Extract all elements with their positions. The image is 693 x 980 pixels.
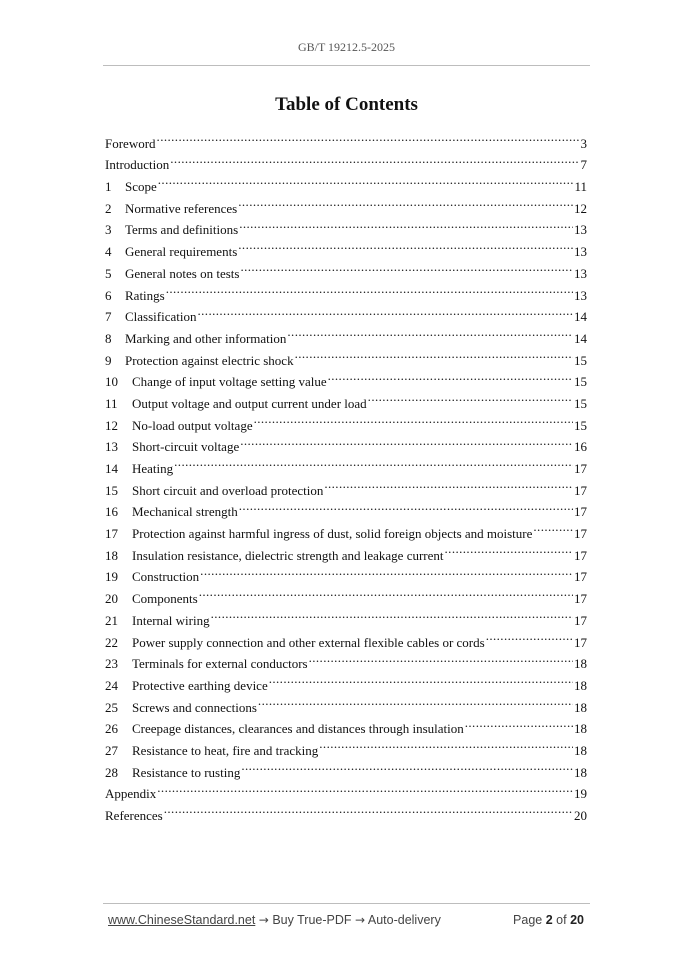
toc-entry-page: 17: [574, 482, 587, 498]
site-link[interactable]: www.ChineseStandard.net: [108, 913, 256, 927]
toc-dot-leader: [199, 560, 573, 582]
toc-entry-label: Mechanical strength: [132, 504, 238, 520]
toc-entry-page: 13: [574, 222, 587, 238]
toc-entry-page: 7: [580, 157, 587, 173]
toc-entry-label: Terminals for external conductors: [132, 656, 308, 672]
toc-dot-leader: [156, 777, 573, 799]
toc-dot-leader: [163, 798, 573, 820]
toc-entry-number: 4: [105, 244, 112, 260]
toc-entry-page: 18: [574, 656, 587, 672]
arrow-right-icon: →: [355, 913, 366, 927]
toc-dot-leader: [367, 386, 573, 408]
toc-entry-number: 8: [105, 330, 112, 346]
toc-entry-number: 9: [105, 352, 112, 368]
toc-entry[interactable]: [105, 300, 587, 325]
toc-entry-label: Protective earthing device: [132, 677, 268, 693]
toc-title: Table of Contents: [275, 94, 418, 115]
toc-entry-number: 23: [105, 656, 118, 672]
toc-entry-number: 22: [105, 634, 118, 650]
toc-entry-label: Ratings: [125, 287, 165, 303]
toc-dot-leader: [173, 451, 573, 473]
toc-entry-number: 1: [105, 179, 112, 195]
toc-dot-leader: [238, 213, 573, 235]
toc-entry-page: 12: [574, 200, 587, 216]
toc-entry-label: Protection against harmful ingress of dust, solid foreign objects and moisture: [132, 526, 533, 542]
toc-dot-leader: [169, 148, 579, 170]
toc-entry-page: 15: [574, 417, 587, 433]
page-indicator: [513, 913, 584, 927]
toc-entry-label: Internal wiring: [132, 612, 210, 628]
toc-dot-leader: [294, 343, 573, 365]
toc-entry-number: 2: [105, 200, 112, 216]
toc-dot-leader: [197, 300, 574, 322]
toc-entry-page: 18: [574, 721, 587, 737]
toc-entry-page: 17: [574, 591, 587, 607]
toc-entry-page: 14: [574, 330, 587, 346]
toc-dot-leader: [268, 668, 573, 690]
toc-entry-number: 28: [105, 764, 118, 780]
toc-entry-label: Resistance to rusting: [132, 764, 241, 780]
toc-dot-leader: [239, 256, 573, 278]
toc-dot-leader: [210, 603, 573, 625]
toc-entry-label: Construction: [132, 569, 200, 585]
toc-entry-label: Foreword: [105, 135, 156, 151]
toc-entry-label: Normative references: [125, 200, 238, 216]
toc-entry-page: 14: [574, 309, 587, 325]
toc-entry[interactable]: [105, 777, 587, 802]
toc-entry-number: 11: [105, 395, 118, 411]
toc-entry-label: Heating: [132, 461, 174, 476]
toc-entry-label: Protection against electric shock: [125, 352, 294, 368]
toc-entry-page: 17: [574, 504, 587, 520]
toc-entry-label: General requirements: [125, 244, 238, 260]
toc-dot-leader: [327, 365, 573, 387]
toc-entry-number: 26: [105, 721, 118, 737]
toc-entry-page: 15: [574, 374, 587, 390]
toc-entry[interactable]: [105, 169, 587, 195]
toc-entry-label: Scope: [125, 179, 157, 195]
toc-entry-label: General notes on tests: [125, 265, 240, 281]
toc-entry-number: 13: [105, 439, 118, 455]
toc-entry-page: 17: [574, 612, 587, 628]
toc-dot-leader: [257, 690, 573, 712]
toc-entry-number: 7: [105, 309, 112, 325]
toc-entry-page: 20: [574, 808, 587, 823]
toc-entry-label: Power supply connection and other external flexible cables or cords: [132, 634, 485, 650]
toc-entry[interactable]: [105, 148, 587, 173]
toc-entry-label: Classification: [125, 309, 197, 325]
toc-entry-page: 13: [574, 265, 587, 281]
toc-entry-label: Insulation resistance, dielectric strength and leakage current: [132, 547, 444, 563]
buy-true-pdf-text: Buy True-PDF: [272, 913, 352, 927]
toc-entry[interactable]: [105, 278, 587, 303]
toc-entry-number: 16: [105, 504, 118, 520]
toc-entry-label: Screws and connections: [132, 699, 257, 715]
toc-entry-page: 18: [574, 699, 587, 715]
toc-dot-leader: [464, 712, 573, 734]
toc-dot-leader: [238, 495, 573, 517]
toc-entry-page: 11: [574, 179, 587, 195]
toc-entry-label: Change of input voltage setting value: [132, 374, 327, 390]
toc-entry-label: Short-circuit voltage: [132, 439, 240, 455]
toc-entry-page: 3: [580, 135, 587, 151]
toc-entry-page: 18: [574, 742, 587, 758]
toc-entry-number: 21: [105, 612, 118, 628]
toc-entry-label: Marking and other information: [125, 330, 287, 346]
toc-entry-number: 17: [105, 526, 118, 542]
page-label: Page: [513, 913, 543, 927]
toc-entry[interactable]: [105, 798, 587, 823]
toc-entry-number: 19: [105, 569, 118, 585]
toc-dot-leader: [532, 516, 573, 538]
toc-entry-page: 13: [574, 244, 587, 260]
toc-entry-label: Terms and definitions: [125, 222, 239, 238]
toc-entry-label: Short circuit and overload protection: [132, 482, 324, 498]
toc-entry-page: 17: [574, 526, 587, 542]
toc-entry-number: 15: [105, 482, 118, 498]
toc-entry[interactable]: [105, 473, 587, 498]
toc-dot-leader: [165, 278, 573, 300]
toc-entry-number: 6: [105, 287, 112, 303]
toc-entry-label: Appendix: [105, 786, 157, 802]
toc-entry-label: Creepage distances, clearances and distances through insulation: [132, 721, 464, 737]
toc-entry-page: 16: [574, 439, 587, 455]
arrow-right-icon: →: [258, 913, 269, 927]
page-total: 20: [570, 913, 584, 927]
toc-list: [105, 126, 587, 823]
toc-dot-leader: [444, 538, 573, 560]
standard-code-header: GB/T 19212.5-2025: [297, 40, 396, 54]
toc-entry-label: Introduction: [105, 157, 170, 173]
toc-entry-label: References: [105, 808, 163, 823]
toc-entry-page: 17: [574, 547, 587, 563]
toc-dot-leader: [253, 408, 573, 430]
toc-entry-number: 24: [105, 677, 118, 693]
toc-entry-page: 17: [574, 569, 587, 585]
toc-entry-page: 19: [574, 786, 587, 802]
header-divider: [103, 65, 590, 66]
toc-dot-leader: [308, 647, 573, 669]
toc-dot-leader: [323, 473, 573, 495]
toc-entry-page: 15: [574, 395, 587, 411]
page-of-label: of: [556, 913, 567, 927]
toc-entry-label: Output voltage and output current under load: [132, 395, 367, 411]
auto-delivery-text: Auto-delivery: [367, 913, 441, 927]
toc-entry-page: 18: [574, 677, 587, 693]
toc-entry-label: Resistance to heat, fire and tracking: [132, 742, 319, 758]
toc-entry-page: 15: [574, 352, 587, 368]
toc-entry-number: 12: [105, 417, 118, 433]
toc-entry-page: 17: [574, 634, 587, 650]
toc-entry-page: 13: [574, 287, 587, 303]
toc-dot-leader: [485, 625, 573, 647]
toc-entry[interactable]: [105, 126, 587, 151]
footer: [108, 913, 588, 931]
footer-divider: [103, 903, 590, 904]
toc-dot-leader: [156, 126, 580, 148]
toc-entry-number: 20: [105, 591, 118, 607]
toc-entry-number: 27: [105, 742, 118, 758]
toc-entry-page: 18: [574, 764, 587, 780]
toc-dot-leader: [157, 169, 574, 191]
toc-dot-leader: [240, 755, 573, 777]
toc-entry-label: No-load output voltage: [132, 417, 253, 433]
toc-entry-number: 10: [105, 374, 118, 390]
toc-entry-number: 5: [105, 265, 112, 281]
toc-dot-leader: [198, 581, 573, 603]
toc-entry-number: 3: [105, 222, 112, 238]
toc-dot-leader: [237, 191, 573, 213]
toc-dot-leader: [237, 234, 573, 256]
toc-entry-page: 17: [574, 461, 587, 476]
toc-entry-number: 14: [105, 461, 118, 476]
toc-dot-leader: [239, 430, 573, 452]
toc-entry-number: 25: [105, 699, 118, 715]
toc-dot-leader: [318, 733, 573, 755]
page-current: 2: [545, 913, 553, 927]
toc-entry-label: Components: [132, 591, 198, 607]
toc-entry-number: 18: [105, 547, 118, 563]
toc-dot-leader: [286, 321, 573, 343]
toc-entry[interactable]: [105, 191, 587, 216]
toc-entry[interactable]: [105, 451, 587, 476]
